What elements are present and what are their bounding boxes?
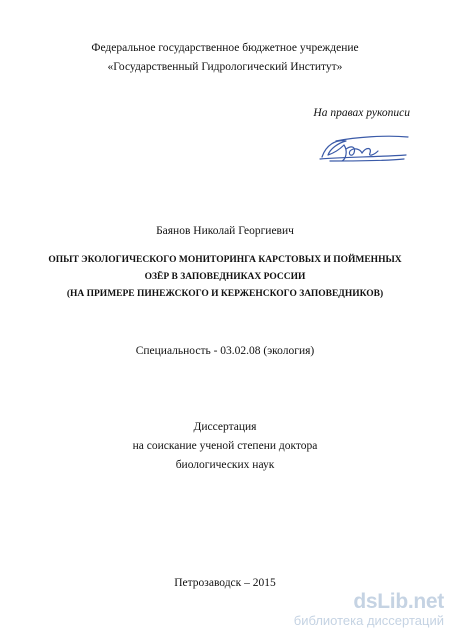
title-line-1: ОПЫТ ЭКОЛОГИЧЕСКОГО МОНИТОРИНГА КАРСТОВЫХ И ПОЙМЕННЫХ bbox=[48, 255, 402, 265]
city-year: Петрозаводск – 2015 bbox=[174, 577, 276, 589]
title-line-3: (НА ПРИМЕРЕ ПИНЕЖСКОГО И КЕРЖЕНСКОГО ЗАПОВЕДНИКОВ) bbox=[66, 289, 384, 299]
watermark-tagline: библиотека диссертаций bbox=[293, 613, 444, 628]
title-line-2: ОЗЁР В ЗАПОВЕДНИКАХ РОССИИ bbox=[144, 272, 306, 282]
degree-line-2: биологических наук bbox=[175, 459, 275, 471]
degree-line-1: на соискание ученой степени доктора bbox=[132, 440, 318, 452]
institution-line-2: «Государственный Гидрологический Институт» bbox=[107, 61, 343, 73]
handwritten-signature bbox=[316, 131, 412, 167]
manuscript-note: На правах рукописи bbox=[313, 107, 410, 119]
dissertation-label: Диссертация bbox=[193, 421, 257, 433]
author-name: Баянов Николай Георгиевич bbox=[156, 225, 294, 237]
watermark-logo: dsLib.net bbox=[353, 590, 444, 613]
specialty: Специальность - 03.02.08 (экология) bbox=[135, 345, 315, 357]
institution-line-1: Федеральное государственное бюджетное учреждение bbox=[91, 42, 359, 54]
watermark bbox=[264, 591, 444, 631]
